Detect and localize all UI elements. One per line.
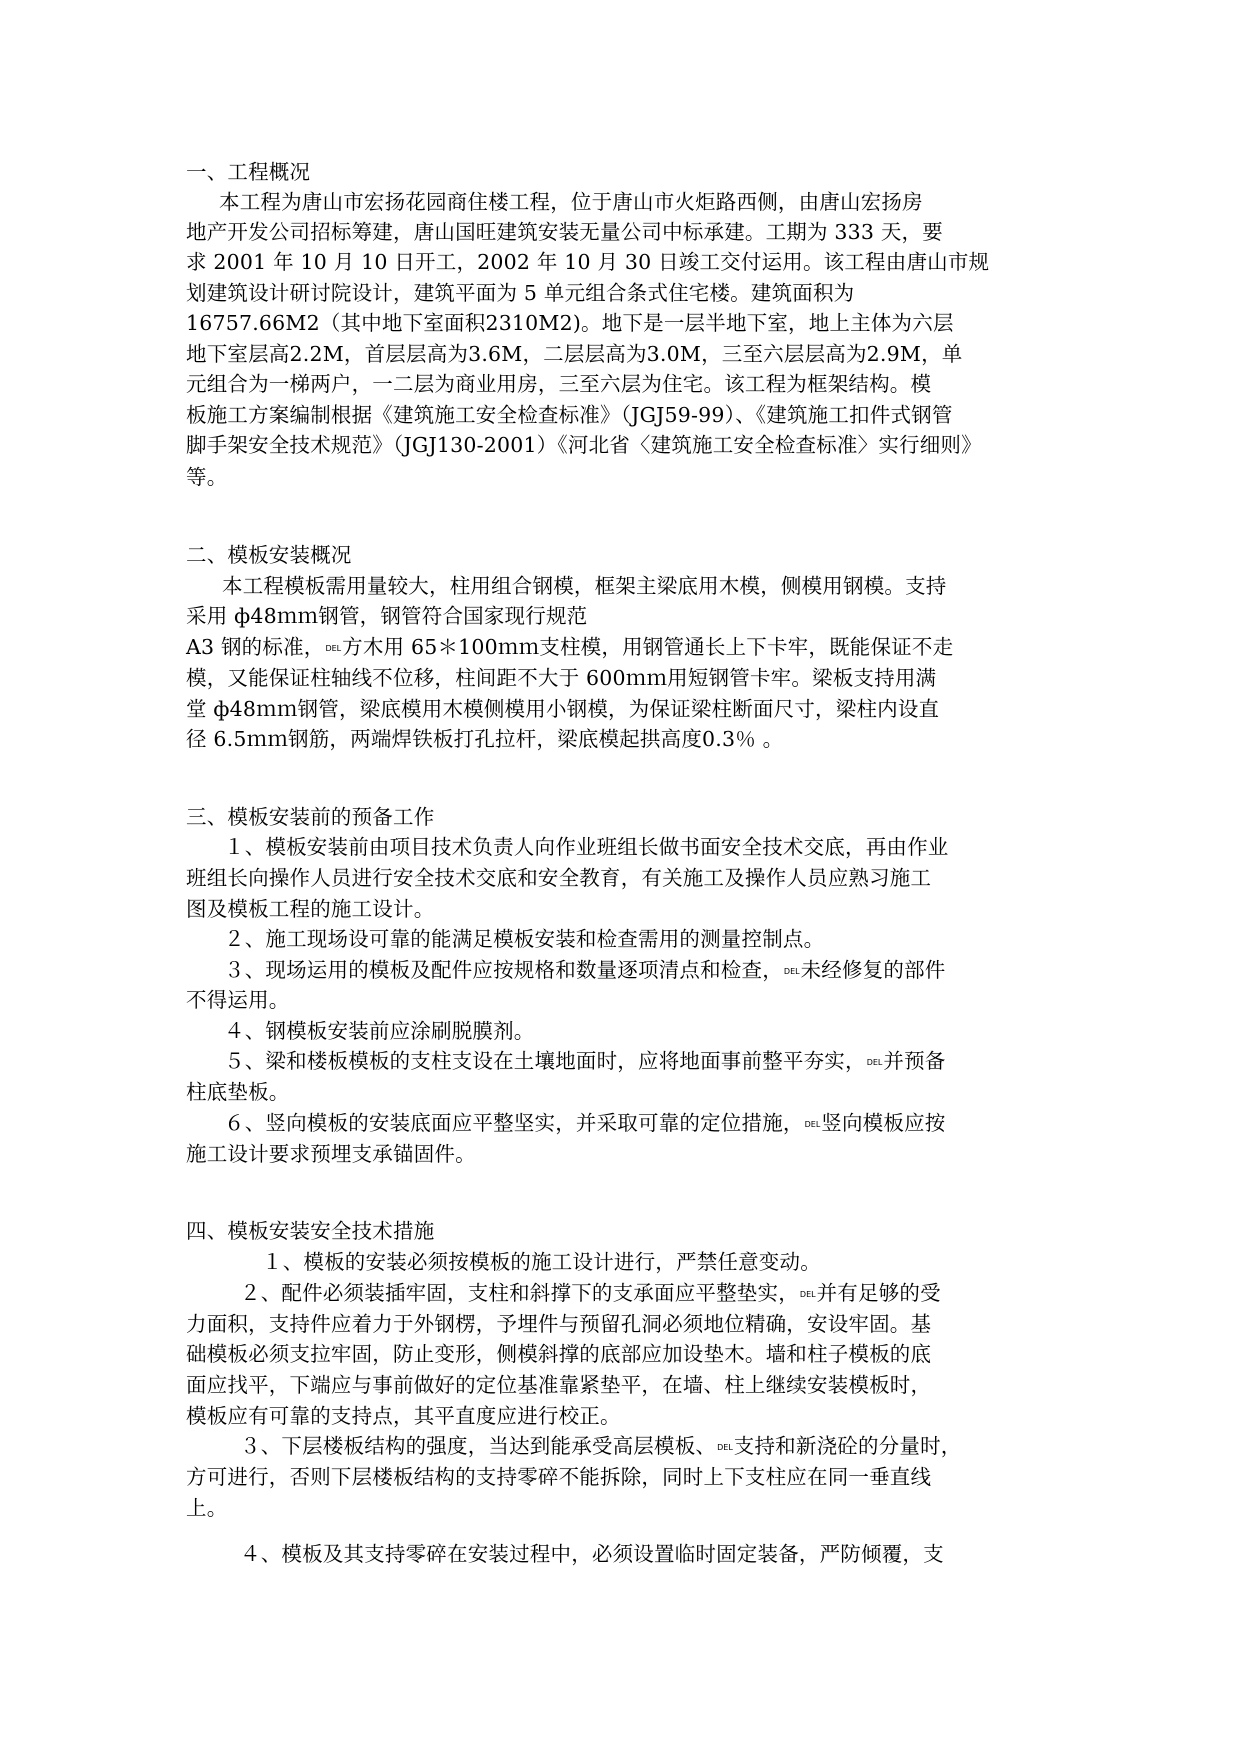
del-mark: DEL [783, 966, 800, 976]
section-heading-4: 四、模板安装安全技术措施 [186, 1219, 435, 1243]
paragraph-line: 16757.66M2（其中地下室面积2310M2)。地下是一层半地下室，地上主体为六层 [186, 311, 954, 335]
section-heading-3: 三、模板安装前的预备工作 [186, 805, 435, 829]
paragraph-line: 不得运用。 [186, 988, 290, 1012]
paragraph-line: 施工设计要求预埋支承锚固件。 [186, 1142, 476, 1166]
text-segment: ３、下层楼板结构的强度，当达到能承受高层模板、 [240, 1434, 717, 1458]
paragraph-line [240, 1432, 961, 1460]
paragraph-line: 本工程为唐山市宏扬花园商住楼工程，位于唐山市火炬路西侧，由唐山宏扬房 [219, 190, 923, 214]
paragraph-line: 地下室层高2.2M，首层层高为3.6M，二层层高为3.0M，三至六层层高为2.9M，单 [186, 342, 963, 366]
paragraph-line: ４、钢模板安装前应涂刷脱膜剂。 [224, 1019, 535, 1043]
paragraph-line [224, 956, 945, 984]
text-segment: 方木用 65＊100ｍｍ支柱模，用钢管通长上下卡牢，既能保证不走 [342, 635, 954, 659]
paragraph-line: 元组合为一梯两户，一二层为商业用房，三至六层为住宅。该工程为框架结构。模 [186, 372, 932, 396]
del-mark: DEL [325, 643, 342, 653]
paragraph-line: １、模板安装前由项目技术负责人向作业班组长做书面安全技术交底，再由作业 [224, 835, 949, 859]
text-segment: ３、现场运用的模板及配件应按规格和数量逐项清点和检查， [224, 958, 783, 982]
paragraph-line: 板施工方案编制根据《建筑施工安全检查标准》（JGJ59-99）、《建筑施工扣件式钢管 [186, 403, 953, 427]
paragraph-line: ２、施工现场设可靠的能满足模板安装和检查需用的测量控制点。 [224, 927, 825, 951]
del-mark: DEL [799, 1289, 816, 1299]
paragraph-line: 脚手架安全技术规范》（JGJ130-2001）《河北省〈建筑施工安全检查标准〉实行细则》 [186, 433, 982, 457]
text-segment: ２、配件必须装插牢固，支柱和斜撑下的支承面应平整垫实， [240, 1281, 799, 1305]
paragraph-line: １、模板的安装必须按模板的施工设计进行，严禁任意变动。 [262, 1250, 821, 1274]
paragraph-line: 图及模板工程的施工设计。 [186, 897, 435, 921]
paragraph-line [224, 1047, 945, 1075]
text-segment: 未经修复的部件 [800, 958, 946, 982]
paragraph-line: 面应找平，下端应与事前做好的定位基准靠紧垫平，在墙、柱上继续安装模板时， [186, 1373, 932, 1397]
section-heading-2: 二、模板安装概况 [186, 543, 352, 567]
text-segment: 并有足够的受 [816, 1281, 941, 1305]
del-mark: DEL [717, 1442, 733, 1452]
paragraph-line [186, 633, 953, 661]
text-segment: 竖向模板应按 [821, 1111, 946, 1135]
del-mark: DEL [866, 1057, 883, 1067]
paragraph-line: 地产开发公司招标筹建，唐山国旺建筑安装无量公司中标承建。工期为 333 天，要 [186, 220, 943, 244]
paragraph-line: 本工程模板需用量较大，柱用组合钢模，框架主梁底用木模，侧模用钢模。支持 [222, 574, 947, 598]
paragraph-line: 上。 [186, 1496, 228, 1520]
paragraph-line [240, 1279, 941, 1307]
del-mark: DEL [804, 1119, 821, 1129]
text-segment: 并预备 [883, 1049, 946, 1073]
paragraph-line: 划建筑设计研讨院设计，建筑平面为 5 单元组合条式住宅楼。建筑面积为 [186, 281, 855, 305]
paragraph-line: 模，又能保证柱轴线不位移，柱间距不大于 600ｍｍ用短钢管卡牢。梁板支持用满 [186, 666, 937, 690]
paragraph-line: 础模板必须支拉牢固，防止变形，侧模斜撑的底部应加设垫木。墙和柱子模板的底 [186, 1342, 932, 1366]
paragraph-line: 求 2001 年 10 月 10 日开工，2002 年 10 月 30 日竣工交付运用。该工程由唐山市规 [186, 250, 990, 274]
paragraph-line: 堂 ф48ｍｍ钢管，梁底模用木模侧模用小钢模，为保证梁柱断面尺寸，梁柱内设直 [186, 697, 940, 721]
paragraph-line [224, 1109, 945, 1137]
section-heading-1: 一、工程概况 [186, 160, 311, 184]
paragraph-line: 方可进行，否则下层楼板结构的支持零碎不能拆除，同时上下支柱应在同一垂直线 [186, 1465, 932, 1489]
paragraph-line: 径 6.5ｍｍ钢筋，两端焊铁板打孔拉杆，梁底模起拱高度0.3％ 。 [186, 727, 784, 751]
paragraph-line: 等。 [186, 465, 228, 489]
text-segment: A3 钢的标准， [186, 635, 325, 659]
paragraph-line: 力面积，支持件应着力于外钢楞，予埋件与预留孔洞必须地位精确，安设牢固。基 [186, 1312, 932, 1336]
text-segment: ６、竖向模板的安装底面应平整坚实，并采取可靠的定位措施， [224, 1111, 804, 1135]
paragraph-line: 模板应有可靠的支持点，其平直度应进行校正。 [186, 1404, 621, 1428]
paragraph-line: 班组长向操作人员进行安全技术交底和安全教育，有关施工及操作人员应熟习施工 [186, 866, 932, 890]
paragraph-line: 采用 ф48ｍｍ钢管，钢管符合国家现行规范 [186, 604, 588, 628]
text-segment: ５、梁和楼板模板的支柱支设在土壤地面时，应将地面事前整平夯实， [224, 1049, 866, 1073]
paragraph-line: 柱底垫板。 [186, 1080, 290, 1104]
paragraph-line: ４、模板及其支持零碎在安装过程中，必须设置临时固定装备，严防倾覆，支 [240, 1542, 944, 1566]
text-segment: 支持和新浇砼的分量时， [733, 1434, 962, 1458]
